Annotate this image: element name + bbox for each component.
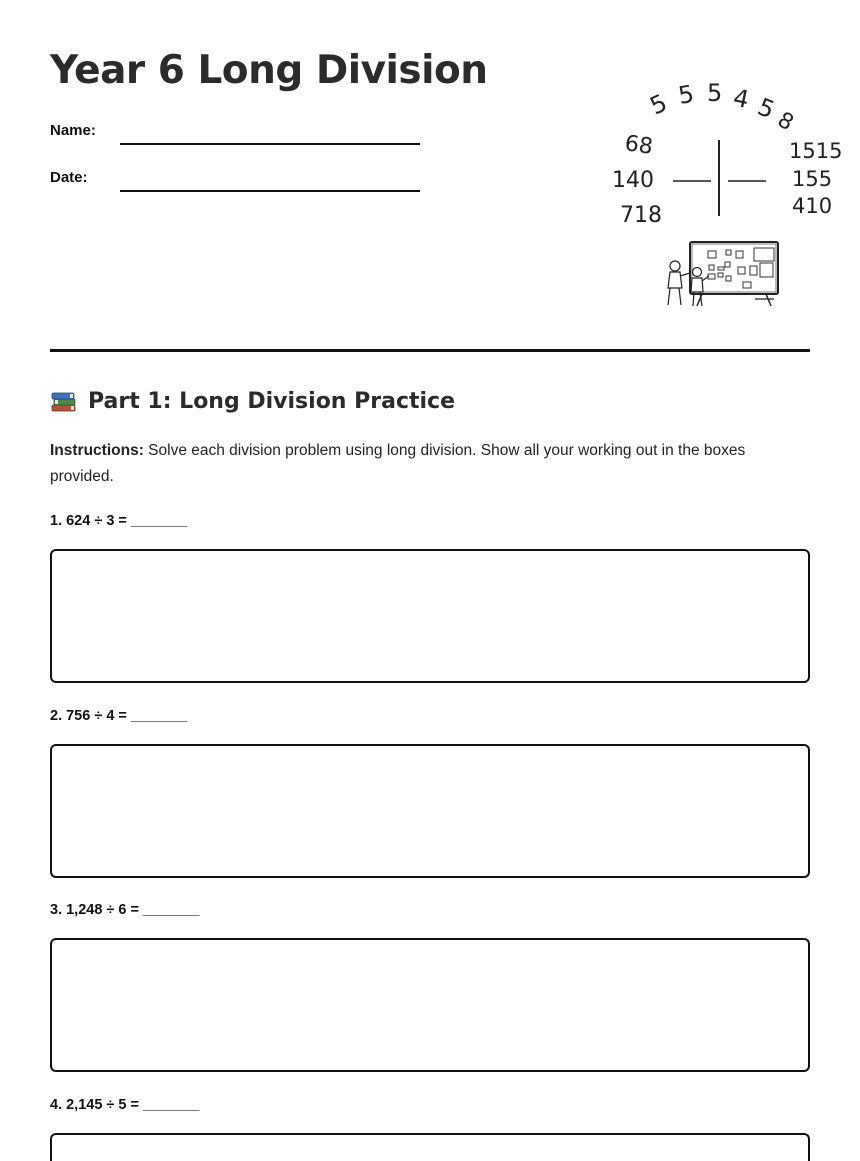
left-number: 68 [623,131,655,160]
question-label: 1. 624 ÷ 3 = _______ [50,513,188,529]
section-heading [50,388,455,414]
left-number: 718 [620,203,662,228]
instructions-text: Solve each division problem using long division. Show all your working out in the boxes provided. [50,442,746,485]
right-number: 1515 [789,139,843,163]
left-number: 140 [612,168,654,193]
right-number: 410 [792,194,833,218]
answer-box[interactable] [50,938,810,1072]
question-label: 4. 2,145 ÷ 5 = _______ [50,1097,200,1113]
division-illustration [560,70,843,315]
arc-digit: 4 [730,83,752,115]
page-title: Year 6 Long Division [50,48,488,93]
name-line[interactable] [120,143,420,145]
section-heading-text: Part 1: Long Division Practice [88,388,456,414]
question-label: 2. 756 ÷ 4 = _______ [50,708,188,724]
date-line[interactable] [120,190,420,192]
arc-digit: 5 [645,88,672,121]
arc-digit: 5 [707,79,723,107]
arc-digit: 5 [676,79,697,110]
books-icon [50,388,78,414]
question-label: 3. 1,248 ÷ 6 = _______ [50,902,200,918]
name-label: Name: [50,122,96,139]
instructions [50,438,810,490]
right-number: 155 [792,167,833,191]
whiteboard-icon [690,242,778,306]
answer-box[interactable] [50,744,810,878]
header-divider [50,349,810,352]
arc-digit: 5 [753,92,779,125]
answer-box[interactable] [50,1133,810,1161]
arc-digit: 8 [773,107,798,137]
answer-box[interactable] [50,549,810,683]
date-label: Date: [50,169,88,186]
instructions-label: Instructions: [50,442,144,459]
